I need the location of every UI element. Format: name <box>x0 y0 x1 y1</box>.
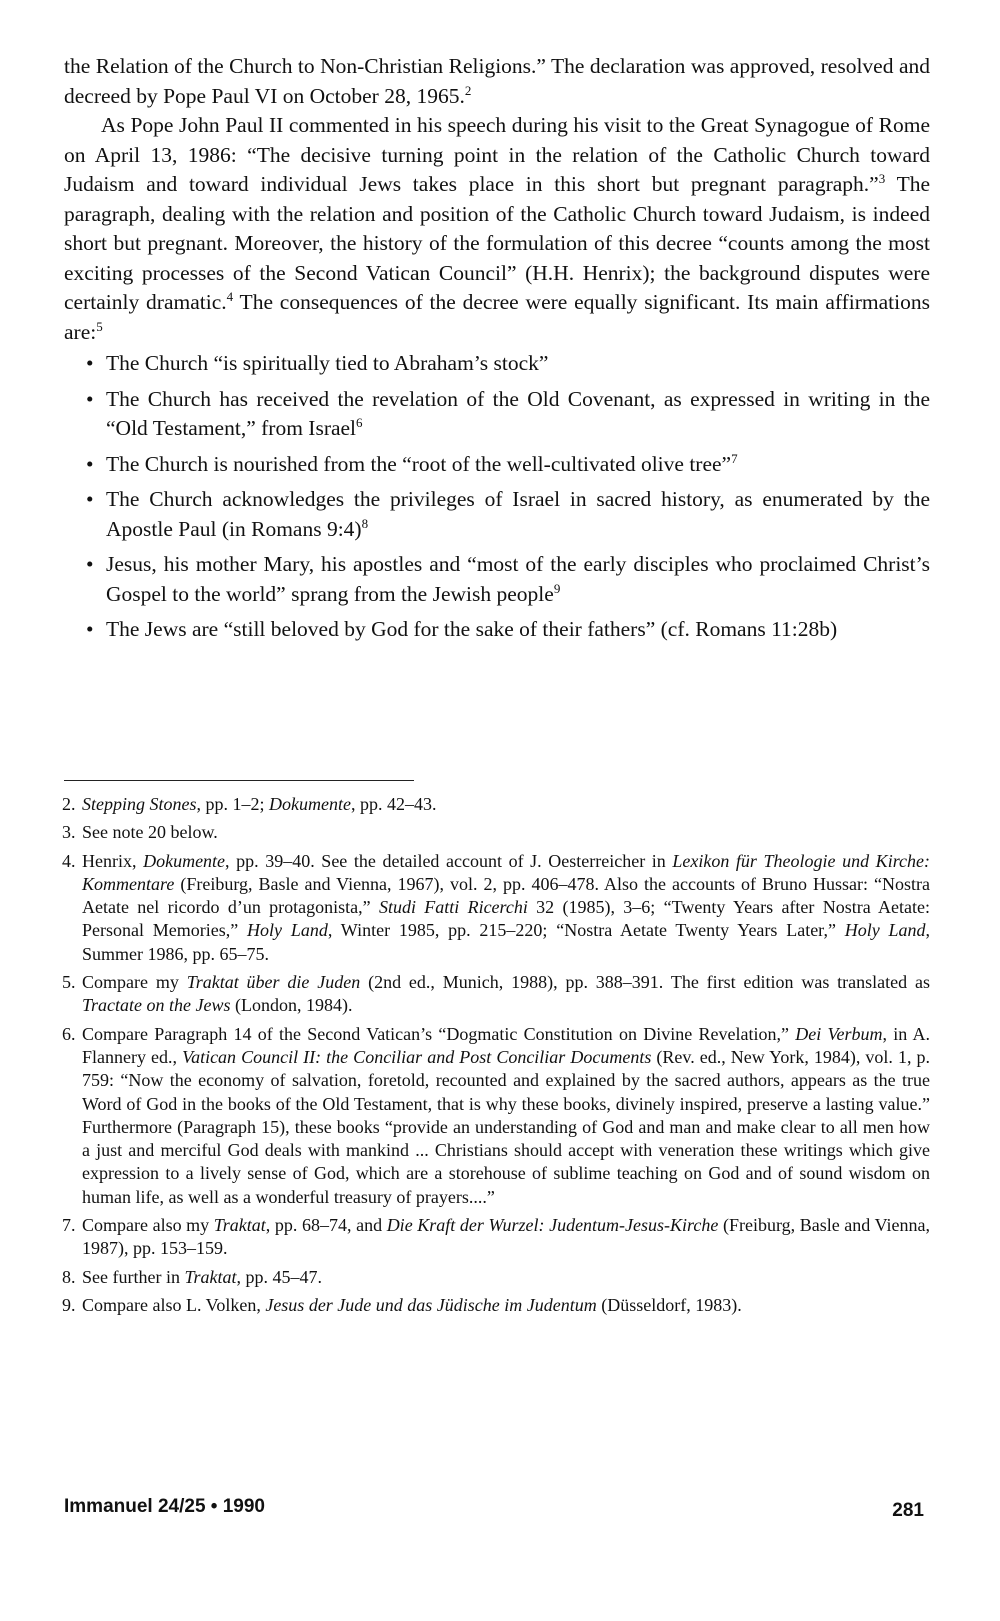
footnote-number: 5. <box>62 972 76 993</box>
list-item <box>64 385 930 444</box>
footnote-text: (Rev. ed., New York, 1984), vol. 1, p. 759: “Now the economy of salvation, foretold, recounted and explained by the sacred authors, appears as the true Word of God in the books of the Old Testament, that is why these books, divinely inspired, preserve a lasting value.” Furthermore (Paragraph 15), these books “provide an understanding of God and man and make clear to all men how a just and merciful God deals with mankind ... Christians should accept with veneration these writings which give expression to a lively sense of God, which are a storehouse of sublime teaching on God and of sound wisdom on human life, as well as a wonderful treasury of prayers....” <box>82 1046 930 1207</box>
citation-title: Dokumente <box>143 850 226 871</box>
list-item <box>64 349 930 379</box>
citation-title: Holy Land <box>247 920 328 941</box>
citation-title: Lexikon für Theologie und Kirche: Kommentare <box>82 850 930 894</box>
body-text <box>64 52 930 347</box>
paragraph-1-text: the Relation of the Church to Non-Christian Religions.” The declaration was approved, resolved and decreed by Pope Paul VI on October 28, 1965. <box>64 54 930 108</box>
footnote-text: Compare my <box>82 972 187 993</box>
list-item-text: The Jews are “still beloved by God for the sake of their fathers” (cf. Romans 11:28b) <box>106 617 838 641</box>
citation-title: Traktat <box>213 1215 266 1236</box>
footnote-text: Compare also my <box>82 1215 214 1236</box>
footnote-text: , in A. Flannery ed., <box>82 1023 930 1067</box>
citation-title: Traktat <box>184 1266 237 1287</box>
footnote-text: See note 20 below. <box>82 822 218 843</box>
footnote-7 <box>64 1214 930 1261</box>
citation-title: Traktat über die Juden <box>186 972 361 993</box>
bullet-icon: • <box>86 351 94 375</box>
list-item <box>64 550 930 609</box>
footnote-ref: 6 <box>356 415 363 430</box>
list-item-text: Jesus, his mother Mary, his apostles and “most of the early disciples who proclaimed Christ’s Gospel to the world” sprang from the Jewish people <box>106 552 930 606</box>
footnote-ref: 7 <box>731 450 738 466</box>
footnote-text: 32 (1985), 3–6; “Twenty Years after Nostra Aetate: Personal Memories,” <box>82 897 930 941</box>
footnote-8 <box>64 1266 930 1289</box>
footnote-text: Compare also L. Volken, <box>82 1294 266 1315</box>
footnote-number: 2. <box>62 794 76 814</box>
footnote-text: (Düsseldorf, 1983). <box>596 1294 742 1315</box>
footnote-ref: 2 <box>464 82 472 98</box>
footnote-ref: 8 <box>361 515 369 531</box>
list-item <box>64 615 930 645</box>
citation-title: Dei Verbum <box>795 1023 883 1044</box>
footnote-text: Henrix, <box>82 850 144 871</box>
footnote-text: , Winter 1985, pp. 215–220; “Nostra Aetate Twenty Years Later,” <box>327 920 845 941</box>
citation-title: Holy Land <box>844 920 926 941</box>
bullet-icon: • <box>86 487 94 511</box>
paragraph-2-text: The paragraph, dealing with the relation and position of the Catholic Church toward Judaism, is indeed short but pregnant. Moreover, the history of the formulation of this decree “counts among the most exciting processes of the Second Vatican Council” (H.H. Henrix); the background disputes were certainly dramatic. <box>64 172 930 314</box>
footnote-text: (2nd ed., Munich, 1988), pp. 388–391. The first edition was translated as <box>360 972 930 993</box>
footnote-ref: 3 <box>878 171 886 186</box>
footnote-ref: 4 <box>226 289 234 304</box>
footnote-ref: 9 <box>553 580 561 596</box>
list-item <box>64 450 930 480</box>
footnote-text: See further in <box>82 1266 185 1287</box>
affirmations-list <box>64 349 930 645</box>
citation-title: Stepping Stones <box>82 794 197 814</box>
footnote-3 <box>64 821 930 844</box>
bullet-icon: • <box>86 617 94 641</box>
bullet-icon: • <box>86 386 94 411</box>
list-item-text: The Church has received the revelation of the Old Covenant, as expressed in writing in the “Old Testament,” from Israel <box>106 386 930 440</box>
footnote-text: (Freiburg, Basle and Vienna, 1987), pp. 153–159. <box>82 1215 930 1259</box>
citation-title: Vatican Council II: the Conciliar and Post Conciliar Documents <box>182 1046 652 1067</box>
list-item <box>64 485 930 544</box>
paragraph-2-text: The consequences of the decree were equally significant. Its main affirmations are: <box>64 290 931 344</box>
footnote-number: 3. <box>62 822 76 843</box>
footnote-number: 7. <box>62 1215 76 1236</box>
footnote-text: , Summer 1986, pp. 65–75. <box>82 920 931 964</box>
citation-title: Die Kraft der Wurzel: Judentum-Jesus-Kirche <box>386 1215 719 1236</box>
footnote-number: 9. <box>62 1294 76 1315</box>
main-text-column <box>64 52 930 651</box>
paragraph-2-text: As Pope John Paul II commented in his speech during his visit to the Great Synagogue of Rome on April 13, 1986: “The decisive turning point in the relation of the Catholic Church toward Judaism and toward individual Jews takes place in this short but pregnant paragraph.” <box>64 113 930 196</box>
list-item-text: The Church “is spiritually tied to Abraham’s stock” <box>106 351 549 375</box>
footnote-9 <box>64 1294 930 1317</box>
footnote-divider <box>64 780 414 781</box>
footnote-text: , pp. 42–43. <box>350 794 437 814</box>
citation-title: Tractate on the Jews <box>82 995 231 1016</box>
citation-title: Jesus der Jude und das Jüdische im Judentum <box>265 1294 597 1315</box>
list-item-text: The Church acknowledges the privileges of Israel in sacred history, as enumerated by the Apostle Paul (in Romans 9:4) <box>106 487 930 541</box>
footnote-text: (London, 1984). <box>230 995 353 1016</box>
footnote-6 <box>64 1023 930 1209</box>
footnote-4 <box>64 850 930 966</box>
paragraph-2 <box>64 111 930 347</box>
footnote-2 <box>64 793 930 816</box>
footnote-number: 6. <box>62 1023 76 1044</box>
paragraph-1 <box>64 52 930 111</box>
footnote-ref: 5 <box>96 318 103 334</box>
footnote-text: , pp. 45–47. <box>236 1266 322 1287</box>
footnote-text: , pp. 39–40. See the detailed account of J. Oesterreicher in <box>225 850 673 871</box>
page-number: 281 <box>892 1500 924 1521</box>
footnote-number: 4. <box>62 850 76 871</box>
citation-title: Studi Fatti Ricerchi <box>378 897 528 918</box>
footnote-text: Compare Paragraph 14 of the Second Vatican’s “Dogmatic Constitution on Divine Revelation,” <box>82 1023 796 1044</box>
footnote-number: 8. <box>62 1266 76 1287</box>
footnote-text: , pp. 1–2; <box>196 794 270 814</box>
footnote-text: (Freiburg, Basle and Vienna, 1967), vol. 2, pp. 406–478. Also the accounts of Bruno Hussar: “Nostra Aetate nel ricordo d’un protagonista,” <box>82 873 930 918</box>
list-item-text: The Church is nourished from the “root of the well-cultivated olive tree” <box>106 451 732 476</box>
bullet-icon: • <box>86 552 94 576</box>
citation-title: Dokumente <box>269 794 351 814</box>
bullet-icon: • <box>86 451 94 476</box>
footnote-text: , pp. 68–74, and <box>265 1215 387 1236</box>
footnote-5 <box>64 971 930 1018</box>
journal-name: Immanuel 24/25 • 1990 <box>64 1496 265 1517</box>
footnotes <box>64 793 930 1322</box>
